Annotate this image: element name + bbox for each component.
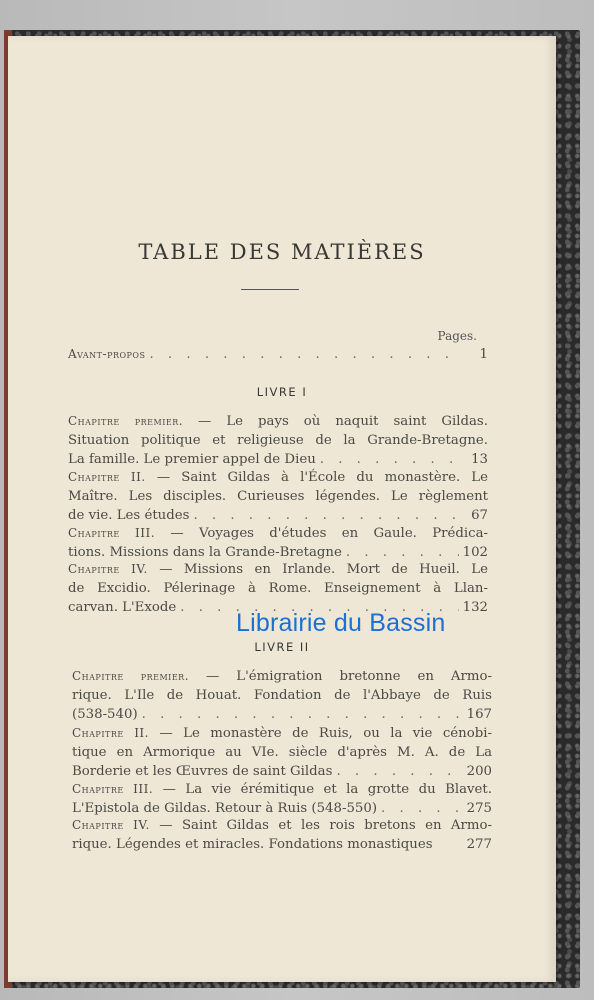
- toc-page-number: 67: [471, 508, 488, 523]
- toc-entry-avant-propos: [68, 345, 488, 364]
- leader-dots: [320, 450, 460, 469]
- chapter-text: rique. L'Ile de Houat. Fondation de l'Abbaye de Ruis: [72, 688, 492, 703]
- toc-page-number: 200: [466, 764, 492, 779]
- toc-entry-l1-ch1: [68, 412, 488, 469]
- chapter-label: Chapitre IV.: [72, 818, 150, 832]
- leader-dots: [142, 705, 463, 724]
- toc-page-number: 132: [462, 600, 488, 615]
- chapter-text: Situation politique et religieuse de la Grande-Bretagne.: [68, 433, 488, 448]
- title-rule: [241, 289, 299, 290]
- chapter-label: Chapitre II.: [72, 726, 149, 740]
- chapter-label: Chapitre IV.: [68, 562, 148, 576]
- chapter-text: — Missions en Irlande. Mort de Hueil. Le: [159, 562, 488, 577]
- chapter-text: de Excidio. Pélerinage à Rome. Enseignement à Llan-: [68, 581, 488, 596]
- book-page: [8, 36, 556, 982]
- toc-page-number: 167: [466, 707, 492, 722]
- chapter-text: — Le monastère de Ruis, ou la vie cénobi-: [159, 726, 492, 741]
- chapter-text: — L'émigration bretonne en Armo-: [206, 669, 492, 684]
- toc-entry-l2-ch1: [72, 667, 492, 724]
- toc-page-number: 1: [479, 347, 488, 362]
- section-heading-livre-1: LIVRE I: [256, 385, 308, 399]
- chapter-label: Chapitre II.: [68, 470, 146, 484]
- chapter-text: (538-540): [72, 707, 138, 722]
- chapter-text: — Saint Gildas à l'École du monastère. Le: [156, 470, 488, 485]
- chapter-text: L'Epistola de Gildas. Retour à Ruis (548-550): [72, 801, 378, 816]
- section-heading-livre-2: LIVRE II: [254, 640, 310, 654]
- chapter-text: — Le pays où naquit saint Gildas.: [198, 414, 488, 429]
- chapter-label: Chapitre III.: [72, 782, 154, 796]
- leader-dots: [149, 345, 460, 364]
- watermark-librairie: Librairie du Bassin: [236, 609, 446, 637]
- chapter-text: carvan. L'Exode: [68, 600, 177, 615]
- chapter-text: — Saint Gildas et les rois bretons en Armo-: [159, 818, 492, 833]
- toc-entry-l1-ch3: [68, 524, 488, 562]
- leader-dots: [193, 506, 460, 525]
- page-title: TABLE DES MATIÈRES: [138, 240, 426, 264]
- chapter-label: Chapitre premier.: [68, 414, 184, 428]
- toc-entry-label: Avant-propos: [68, 347, 146, 361]
- chapter-text: tique en Armorique au VIe. siècle d'après M. A. de La: [72, 745, 492, 760]
- chapter-text: Borderie et les Œuvres de saint Gildas: [72, 764, 333, 779]
- chapter-text: tions. Missions dans la Grande-Bretagne: [68, 545, 342, 560]
- chapter-text: — La vie érémitique et la grotte du Blavet.: [162, 782, 492, 797]
- pages-column-label: Pages.: [437, 329, 477, 343]
- toc-page-number: 102: [462, 545, 488, 560]
- leader-dots: [336, 762, 462, 781]
- chapter-text: de vie. Les études: [68, 508, 190, 523]
- toc-entry-l1-ch2: [68, 468, 488, 525]
- toc-page-number: 13: [471, 452, 488, 467]
- toc-page-number: 275: [466, 801, 492, 816]
- toc-entry-l2-ch3: [72, 780, 492, 818]
- toc-entry-l2-ch4: [72, 816, 492, 854]
- chapter-text: rique. Légendes et miracles. Fondations monastiques: [72, 837, 433, 852]
- toc-page-number: 277: [466, 837, 492, 852]
- toc-entry-l2-ch2: [72, 724, 492, 781]
- chapter-text: Maître. Les disciples. Curieuses légendes. Le règlement: [68, 489, 488, 504]
- chapter-text: — Voyages d'études en Gaule. Prédica-: [170, 526, 489, 541]
- chapter-label: Chapitre III.: [68, 526, 156, 540]
- chapter-text: La famille. Le premier appel de Dieu: [68, 452, 316, 467]
- chapter-label: Chapitre premier.: [72, 669, 190, 683]
